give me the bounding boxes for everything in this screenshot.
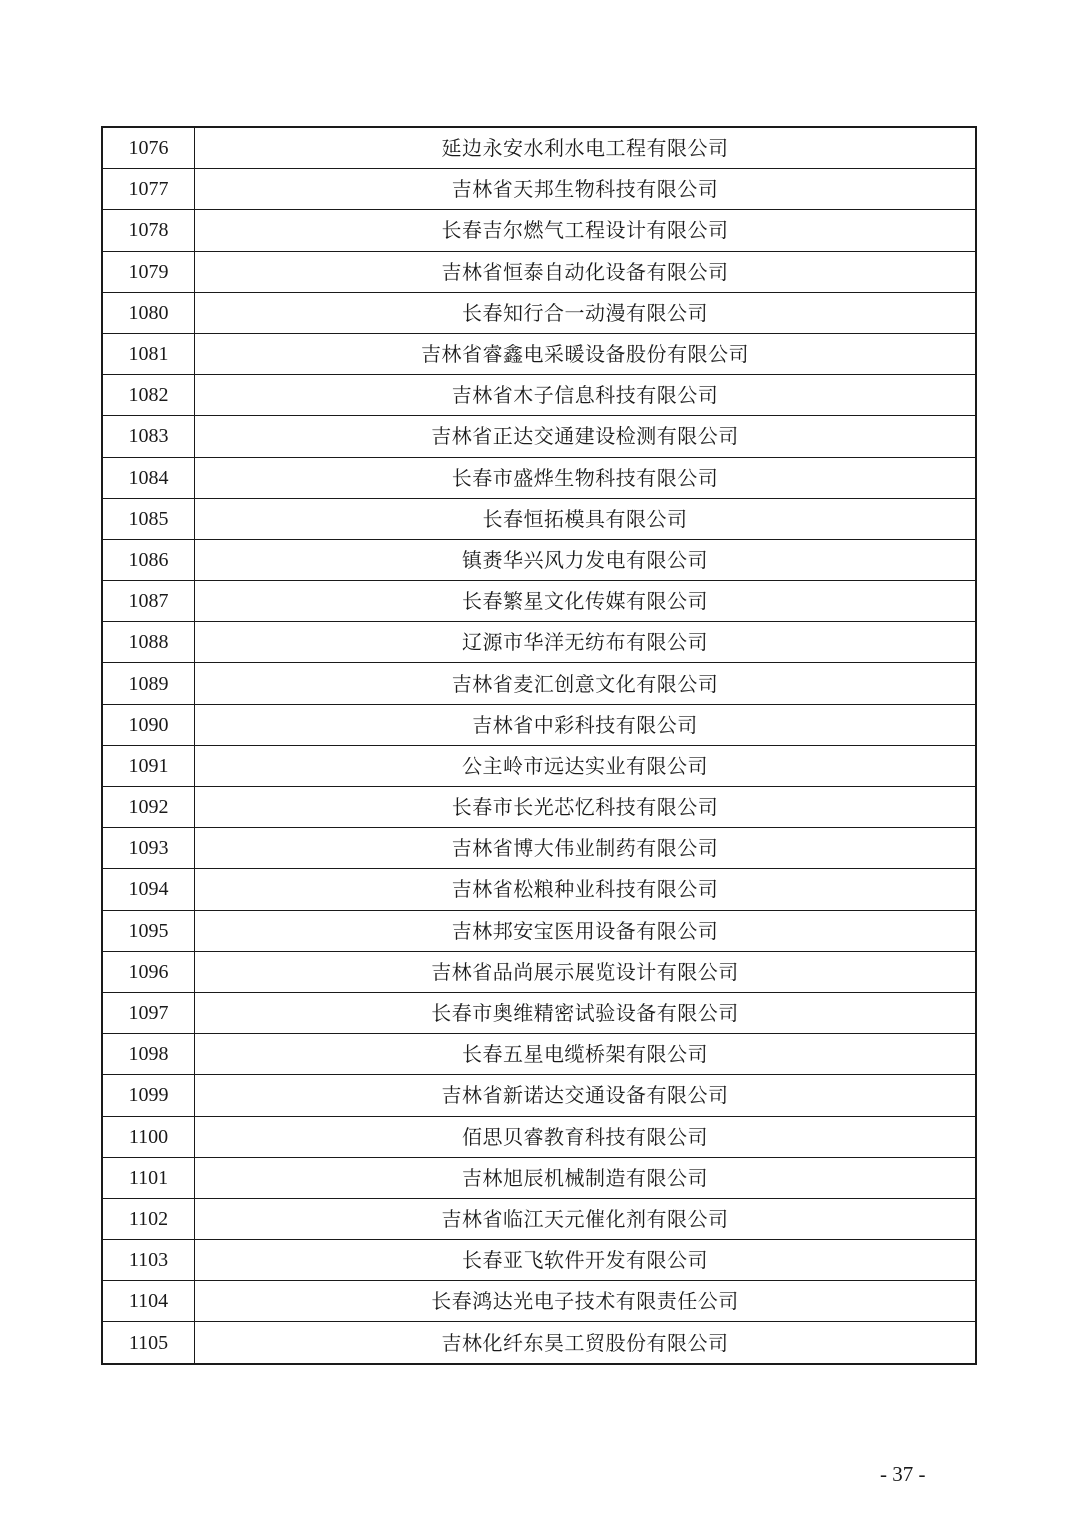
- company-name-cell: 吉林旭辰机械制造有限公司: [195, 1157, 977, 1198]
- row-number-cell: 1078: [102, 210, 195, 251]
- company-name-cell: 吉林省木子信息科技有限公司: [195, 375, 977, 416]
- row-number-cell: 1077: [102, 169, 195, 210]
- company-name-cell: 长春亚飞软件开发有限公司: [195, 1240, 977, 1281]
- page-number: - 37 -: [880, 1462, 926, 1486]
- row-number-cell: 1099: [102, 1075, 195, 1116]
- company-name-cell: 吉林省临江天元催化剂有限公司: [195, 1198, 977, 1239]
- row-number-cell: 1096: [102, 951, 195, 992]
- row-number-cell: 1081: [102, 333, 195, 374]
- company-name-cell: 吉林化纤东昊工贸股份有限公司: [195, 1322, 977, 1364]
- table-row: [102, 1322, 976, 1364]
- company-name-cell: 佰思贝睿教育科技有限公司: [195, 1116, 977, 1157]
- table-row: [102, 251, 976, 292]
- row-number-cell: 1093: [102, 828, 195, 869]
- row-number-cell: 1094: [102, 869, 195, 910]
- row-number-cell: 1103: [102, 1240, 195, 1281]
- table-row: [102, 210, 976, 251]
- company-name-cell: 吉林省恒泰自动化设备有限公司: [195, 251, 977, 292]
- company-name-cell: 吉林省品尚展示展览设计有限公司: [195, 951, 977, 992]
- company-name-cell: 吉林省正达交通建设检测有限公司: [195, 416, 977, 457]
- company-name-cell: 长春市长光芯忆科技有限公司: [195, 787, 977, 828]
- table-row: [102, 869, 976, 910]
- row-number-cell: 1085: [102, 498, 195, 539]
- table-body: [102, 127, 976, 1364]
- table-row: [102, 1198, 976, 1239]
- table-row: [102, 1075, 976, 1116]
- company-name-cell: 吉林省天邦生物科技有限公司: [195, 169, 977, 210]
- table-row: [102, 1281, 976, 1322]
- company-name-cell: 吉林省松粮种业科技有限公司: [195, 869, 977, 910]
- company-name-cell: 长春五星电缆桥架有限公司: [195, 1034, 977, 1075]
- company-name-cell: 长春知行合一动漫有限公司: [195, 292, 977, 333]
- company-name-cell: 吉林省睿鑫电采暖设备股份有限公司: [195, 333, 977, 374]
- table-row: [102, 539, 976, 580]
- row-number-cell: 1105: [102, 1322, 195, 1364]
- row-number-cell: 1102: [102, 1198, 195, 1239]
- row-number-cell: 1080: [102, 292, 195, 333]
- row-number-cell: 1101: [102, 1157, 195, 1198]
- company-name-cell: 长春吉尔燃气工程设计有限公司: [195, 210, 977, 251]
- company-name-cell: 长春繁星文化传媒有限公司: [195, 581, 977, 622]
- table-row: [102, 169, 976, 210]
- table-row: [102, 992, 976, 1033]
- table-row: [102, 375, 976, 416]
- row-number-cell: 1097: [102, 992, 195, 1033]
- table-row: [102, 704, 976, 745]
- table-row: [102, 1240, 976, 1281]
- table-row: [102, 292, 976, 333]
- company-name-cell: 长春恒拓模具有限公司: [195, 498, 977, 539]
- row-number-cell: 1095: [102, 910, 195, 951]
- company-name-cell: 延边永安水利水电工程有限公司: [195, 127, 977, 169]
- row-number-cell: 1082: [102, 375, 195, 416]
- table-row: [102, 622, 976, 663]
- table-row: [102, 457, 976, 498]
- table-row: [102, 910, 976, 951]
- company-list-table: [101, 126, 977, 1365]
- company-name-cell: 吉林省新诺达交通设备有限公司: [195, 1075, 977, 1116]
- row-number-cell: 1076: [102, 127, 195, 169]
- company-name-cell: 长春市奥维精密试验设备有限公司: [195, 992, 977, 1033]
- row-number-cell: 1079: [102, 251, 195, 292]
- company-name-cell: 镇赉华兴风力发电有限公司: [195, 539, 977, 580]
- row-number-cell: 1091: [102, 745, 195, 786]
- company-name-cell: 长春市盛烨生物科技有限公司: [195, 457, 977, 498]
- row-number-cell: 1100: [102, 1116, 195, 1157]
- row-number-cell: 1086: [102, 539, 195, 580]
- table-row: [102, 581, 976, 622]
- table-row: [102, 333, 976, 374]
- row-number-cell: 1090: [102, 704, 195, 745]
- table-row: [102, 787, 976, 828]
- row-number-cell: 1084: [102, 457, 195, 498]
- row-number-cell: 1088: [102, 622, 195, 663]
- company-name-cell: 公主岭市远达实业有限公司: [195, 745, 977, 786]
- table-row: [102, 828, 976, 869]
- company-name-cell: 吉林邦安宝医用设备有限公司: [195, 910, 977, 951]
- row-number-cell: 1104: [102, 1281, 195, 1322]
- company-name-cell: 长春鸿达光电子技术有限责任公司: [195, 1281, 977, 1322]
- table-row: [102, 1034, 976, 1075]
- table-row: [102, 127, 976, 169]
- row-number-cell: 1098: [102, 1034, 195, 1075]
- table-row: [102, 1157, 976, 1198]
- row-number-cell: 1092: [102, 787, 195, 828]
- row-number-cell: 1087: [102, 581, 195, 622]
- table-row: [102, 951, 976, 992]
- company-name-cell: 吉林省博大伟业制药有限公司: [195, 828, 977, 869]
- company-name-cell: 吉林省麦汇创意文化有限公司: [195, 663, 977, 704]
- table-row: [102, 416, 976, 457]
- table-row: [102, 745, 976, 786]
- row-number-cell: 1083: [102, 416, 195, 457]
- row-number-cell: 1089: [102, 663, 195, 704]
- table-row: [102, 498, 976, 539]
- company-name-cell: 吉林省中彩科技有限公司: [195, 704, 977, 745]
- company-name-cell: 辽源市华洋无纺布有限公司: [195, 622, 977, 663]
- table-row: [102, 663, 976, 704]
- table-row: [102, 1116, 976, 1157]
